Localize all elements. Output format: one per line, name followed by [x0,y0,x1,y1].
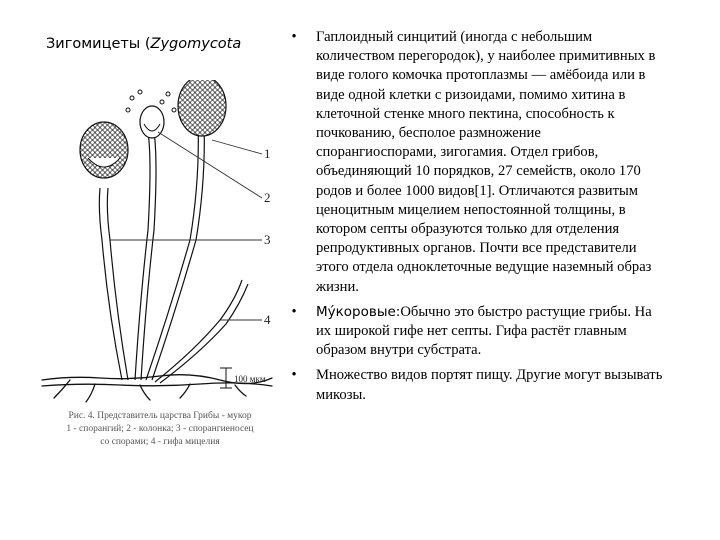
caption-line: Рис. 4. Представитель царства Грибы - мукор [68,411,252,421]
bullet-list [284,28,664,411]
figure-label-1: 1 [264,146,271,161]
bullet-item [284,28,664,297]
bullet-item [284,303,664,361]
figure-label-2: 2 [264,190,271,205]
figure-label-4: 4 [264,312,271,327]
bullet-text: Множество видов портят пищу. Другие могут вызывать микозы. [316,367,663,403]
leader-lines [110,132,262,320]
caption-line: со спорами; 4 - гифа мицелия [100,437,220,448]
bullet-marker: • [291,303,297,320]
figure-label-3: 3 [264,232,271,247]
scale-label: 100 мкм [234,374,266,384]
mucor-illustration [40,80,280,465]
figure-caption [40,410,280,450]
bullet-text: Гаплоидный синцитий (иногда с небольшим количеством перегородок), у наиболее примитивных в виде голого комочка протоплазмы — амёбоида или в виде одной клетки с ризоидами, помимо хитина в клеточной стенке много пектина, способность к почкованию, бесполое размножение спорангиоспорами, зигогамия. Отдел грибов, объединяющий 10 порядков, 27 семейств, около 170 родов и более 1000 видов[1]. Отличаются развитым ценоцитным мицелием непостоянной толщины, в котором септы образуются только для отделения репродуктивных органов. Почти все представители этого отдела одноклеточные ведущие наземный образ жизни. [316,29,656,295]
bullet-lead: Му́коровые: [316,303,401,320]
bullet-item [284,366,664,404]
title-prefix: Зигомицеты ( [46,36,151,52]
title-latin: Zygomycota [150,36,242,52]
bullet-marker: • [291,29,297,45]
bullet-marker: • [291,367,297,384]
caption-line: 1 - спорангий; 2 - колонка; 3 - спорангиеносец [66,424,254,435]
slide-title [46,36,241,52]
bullet-text: Обычно это быстро растущие грибы. На их широкой гифе нет септы. Гифа растёт главным образом внутри субстрата. [316,303,652,359]
scale-bar [220,368,232,388]
